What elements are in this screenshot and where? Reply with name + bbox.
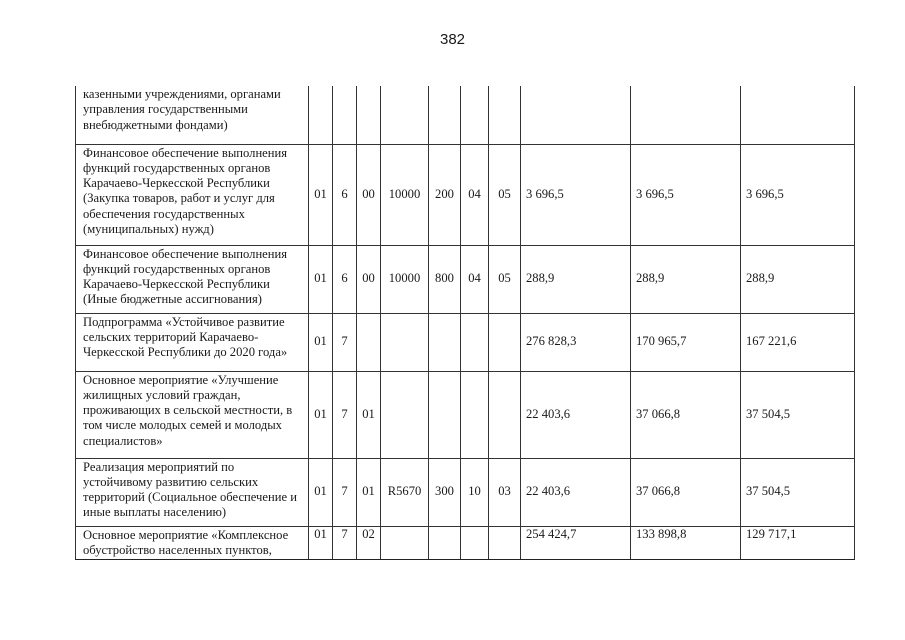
table-row [76, 86, 855, 144]
amount-year-1: 22 403,6 [521, 458, 631, 526]
expense-type-code: 800 [429, 245, 461, 313]
amount-year-1: 254 424,7 [521, 526, 631, 559]
subsection-code [489, 371, 521, 458]
amount-year-1: 276 828,3 [521, 313, 631, 371]
subsection-code: 05 [489, 144, 521, 245]
direction-code: R5670 [381, 458, 429, 526]
expense-name: Реализация мероприятий по устойчивому развитию сельских территорий (Социальное обеспечение и иные выплаты населению) [76, 458, 309, 526]
subsection-code: 05 [489, 245, 521, 313]
program-code: 01 [309, 144, 333, 245]
program-code: 01 [309, 458, 333, 526]
program-code: 01 [309, 245, 333, 313]
expense-type-code [429, 371, 461, 458]
section-code [461, 86, 489, 144]
table-row [76, 313, 855, 371]
page-number: 382 [439, 31, 466, 48]
section-code: 04 [461, 245, 489, 313]
budget-table-body [76, 86, 855, 559]
expense-name: Основное мероприятие «Улучшение жилищных условий граждан, проживающих в сельской местности, в том числе молодых семей и молодых специалистов» [76, 371, 309, 458]
subprogram-code: 7 [333, 313, 357, 371]
table-row [76, 245, 855, 313]
activity-code: 02 [357, 526, 381, 559]
subprogram-code: 7 [333, 526, 357, 559]
program-code [309, 86, 333, 144]
amount-year-2 [631, 86, 741, 144]
amount-year-2: 37 066,8 [631, 371, 741, 458]
direction-code [381, 526, 429, 559]
amount-year-3: 3 696,5 [741, 144, 855, 245]
program-code: 01 [309, 371, 333, 458]
table-row [76, 526, 855, 559]
expense-name: Основное мероприятие «Комплексное обустройство населенных пунктов, [76, 526, 309, 559]
budget-table [75, 86, 855, 560]
amount-year-3: 37 504,5 [741, 458, 855, 526]
amount-year-1: 3 696,5 [521, 144, 631, 245]
direction-code: 10000 [381, 144, 429, 245]
subsection-code [489, 86, 521, 144]
amount-year-2: 37 066,8 [631, 458, 741, 526]
activity-code [357, 313, 381, 371]
activity-code: 00 [357, 144, 381, 245]
subprogram-code [333, 86, 357, 144]
activity-code: 01 [357, 371, 381, 458]
direction-code [381, 313, 429, 371]
amount-year-3: 167 221,6 [741, 313, 855, 371]
subprogram-code: 6 [333, 245, 357, 313]
activity-code [357, 86, 381, 144]
table-row [76, 458, 855, 526]
subsection-code [489, 313, 521, 371]
amount-year-3: 129 717,1 [741, 526, 855, 559]
expense-type-code [429, 526, 461, 559]
table-row [76, 371, 855, 458]
program-code: 01 [309, 526, 333, 559]
expense-name: Финансовое обеспечение выполнения функций государственных органов Карачаево-Черкесской Республики (Иные бюджетные ассигнования) [76, 245, 309, 313]
amount-year-3: 288,9 [741, 245, 855, 313]
direction-code: 10000 [381, 245, 429, 313]
amount-year-2: 133 898,8 [631, 526, 741, 559]
expense-type-code [429, 313, 461, 371]
expense-type-code: 200 [429, 144, 461, 245]
amount-year-2: 3 696,5 [631, 144, 741, 245]
subsection-code [489, 526, 521, 559]
amount-year-3 [741, 86, 855, 144]
direction-code [381, 371, 429, 458]
expense-name: Финансовое обеспечение выполнения функций государственных органов Карачаево-Черкесской Республики (Закупка товаров, работ и услуг для обеспечения государственных (муниципальных) нужд) [76, 144, 309, 245]
subsection-code: 03 [489, 458, 521, 526]
section-code: 04 [461, 144, 489, 245]
expense-type-code [429, 86, 461, 144]
amount-year-2: 170 965,7 [631, 313, 741, 371]
program-code: 01 [309, 313, 333, 371]
section-code [461, 371, 489, 458]
expense-type-code: 300 [429, 458, 461, 526]
subprogram-code: 6 [333, 144, 357, 245]
table-row [76, 144, 855, 245]
section-code [461, 313, 489, 371]
amount-year-1 [521, 86, 631, 144]
section-code: 10 [461, 458, 489, 526]
amount-year-3: 37 504,5 [741, 371, 855, 458]
amount-year-1: 288,9 [521, 245, 631, 313]
amount-year-2: 288,9 [631, 245, 741, 313]
amount-year-1: 22 403,6 [521, 371, 631, 458]
subprogram-code: 7 [333, 458, 357, 526]
activity-code: 00 [357, 245, 381, 313]
direction-code [381, 86, 429, 144]
expense-name: Подпрограмма «Устойчивое развитие сельских территорий Карачаево-Черкесской Республики до 2020 года» [76, 313, 309, 371]
activity-code: 01 [357, 458, 381, 526]
subprogram-code: 7 [333, 371, 357, 458]
expense-name: казенными учреждениями, органами управления государственными внебюджетными фондами) [76, 86, 309, 144]
section-code [461, 526, 489, 559]
